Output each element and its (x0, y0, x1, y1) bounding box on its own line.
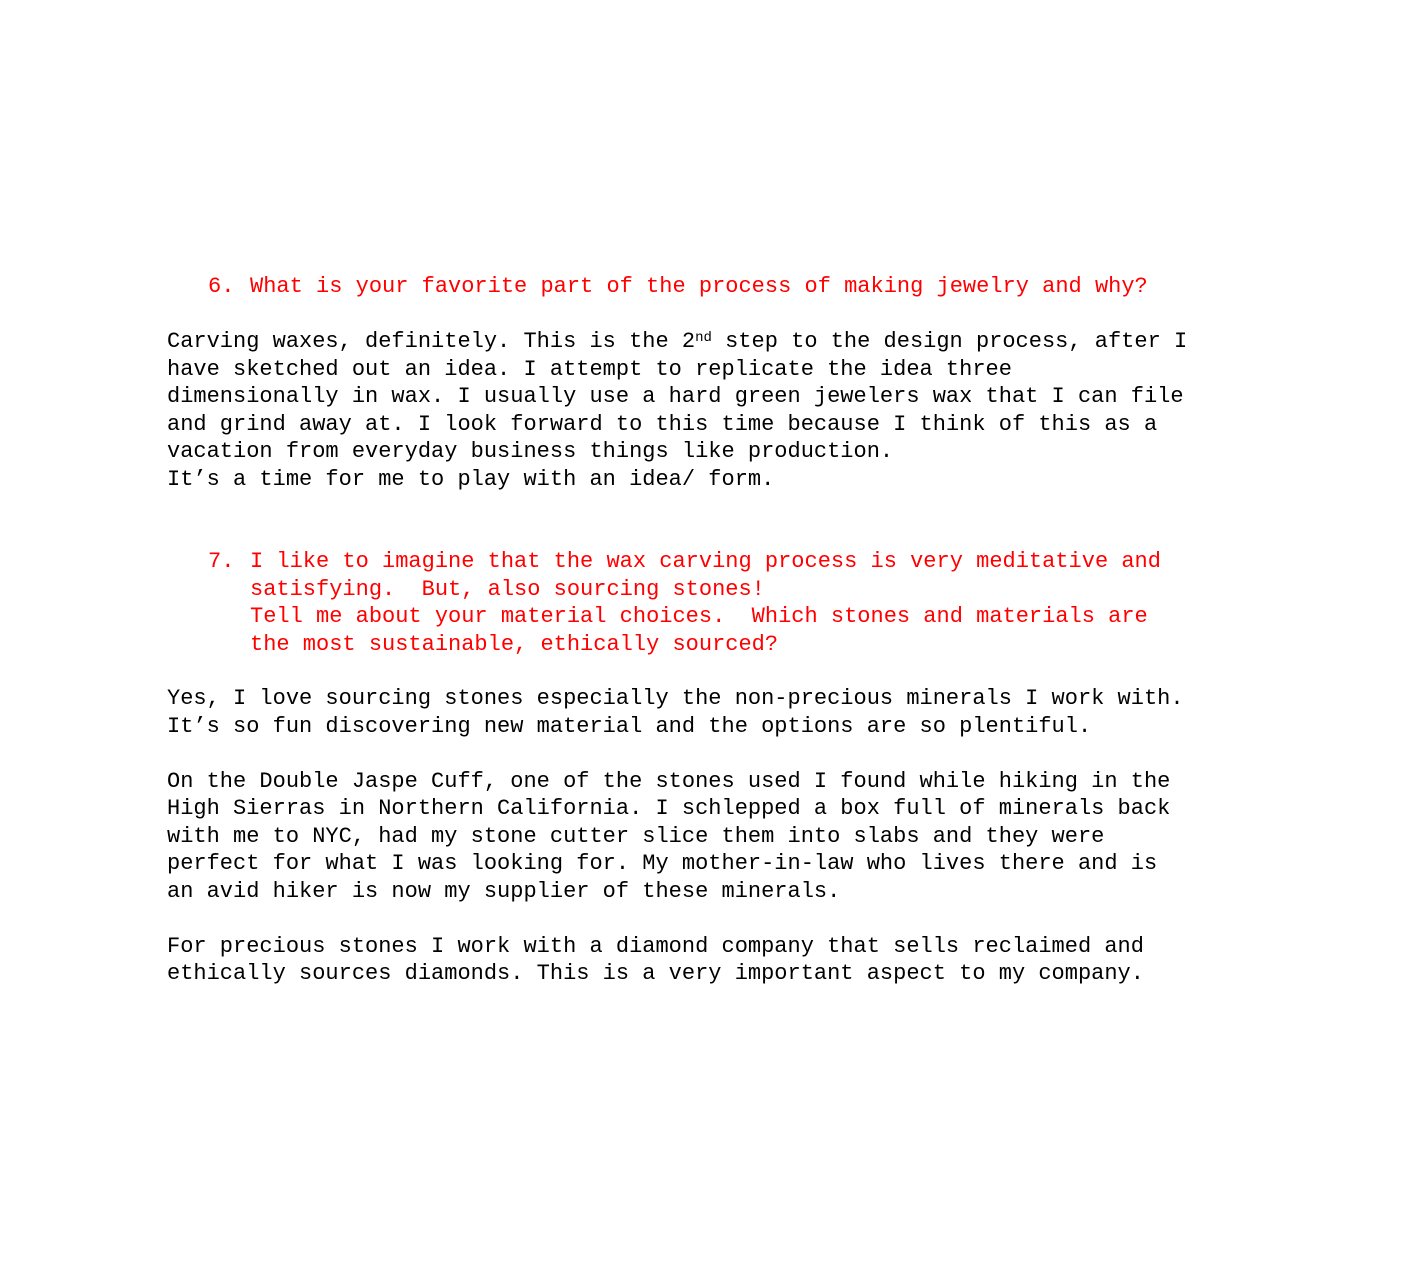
answer-6-line: dimensionally in wax. I usually use a hard green jewelers wax that I can file (167, 384, 1184, 409)
answer-7-line: an avid hiker is now my supplier of these minerals. (167, 878, 841, 904)
answer-7-line: It’s so fun discovering new material and the options are so plentiful. (167, 713, 1092, 739)
answer-6-line1-start: Carving waxes, definitely. This is the 2 (167, 329, 696, 354)
question-7-line: the most sustainable, ethically sourced? (250, 631, 779, 657)
ordinal-suffix: nd (695, 330, 712, 346)
question-7-line: satisfying. But, also sourcing stones! (250, 576, 765, 602)
answer-7-line: Yes, I love sourcing stones especially the non-precious minerals I work with. (167, 686, 1184, 711)
answer-6-line1-end: step to the design process, after I (711, 329, 1188, 354)
question-6-number: 6. (208, 274, 235, 299)
answer-7-line: perfect for what I was looking for. My mother-in-law who lives there and is (167, 851, 1158, 876)
answer-6-line: It’s a time for me to play with an idea/ form. (167, 466, 775, 492)
answer-6-line (167, 328, 1187, 356)
answer-7-line: ethically sources diamonds. This is a very important aspect to my company. (167, 961, 1144, 986)
answer-7-line: On the Double Jaspe Cuff, one of the stones used I found while hiking in the (167, 768, 1171, 794)
answer-7-line: with me to NYC, had my stone cutter slice them into slabs and they were (167, 823, 1105, 849)
answer-6-line: vacation from everyday business things like production. (167, 439, 894, 464)
question-7-line: I like to imagine that the wax carving process is very meditative and (250, 549, 1161, 574)
answer-7-line: For precious stones I work with a diamond company that sells reclaimed and (167, 933, 1144, 959)
answer-6-line: and grind away at. I look forward to this time because I think of this as a (167, 411, 1158, 437)
answer-7-line: High Sierras in Northern California. I schlepped a box full of minerals back (167, 796, 1171, 821)
question-7-line: Tell me about your material choices. Which stones and materials are (250, 604, 1148, 629)
question-6-text: What is your favorite part of the process of making jewelry and why? (250, 274, 1148, 299)
answer-6-line: have sketched out an idea. I attempt to replicate the idea three (167, 356, 1012, 382)
question-7-number: 7. (208, 549, 235, 574)
